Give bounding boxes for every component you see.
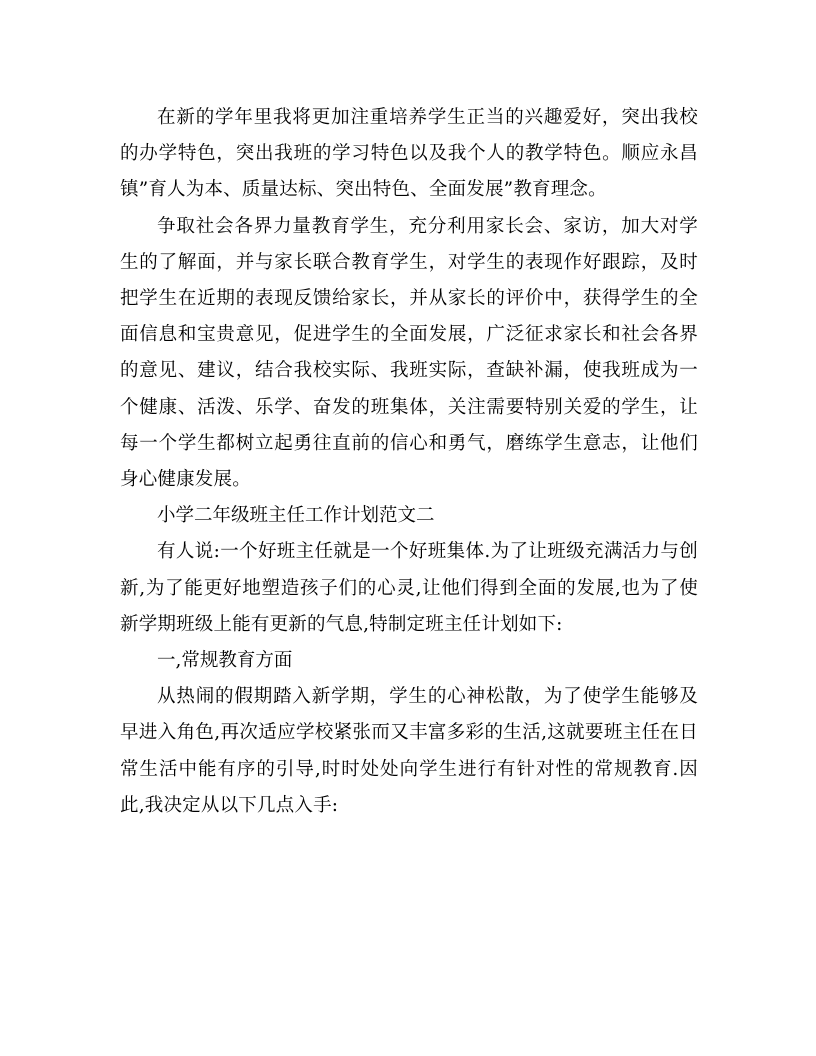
paragraph-interests: 在新的学年里我将更加注重培养学生正当的兴趣爱好，突出我校的办学特色，突出我班的学习特色以及我个人的教学特色。顺应永昌镇”育人为本、质量达标、突出特色、全面发展”教育理念。 <box>120 107 698 201</box>
paragraph-new-semester: 从热闹的假期踏入新学期，学生的心神松散，为了使学生能够及早进入角色,再次适应学校紧张而又丰富多彩的生活,这就要班主任在日常生活中能有序的引导,时时处处向学生进行有针对性的常规教育.因此,我决定从以下几点入手: <box>120 686 698 816</box>
document-page <box>120 100 698 824</box>
section-heading-routine-education: 一,常规教育方面 <box>157 650 293 672</box>
paragraph-society-education: 争取社会各界力量教育学生，充分利用家长会、家访，加大对学生的了解面，并与家长联合教育学生，对学生的表现作好跟踪，及时把学生在近期的表现反馈给家长，并从家长的评价中，获得学生的全面信息和宝贵意见，促进学生的全面发展，广泛征求家长和社会各界的意见、建议，结合我校实际、我班实际，查缺补漏，使我班成为一个健康、活泼、乐学、奋发的班集体，关注需要特别关爱的学生，让每一个学生都树立起勇往直前的信心和勇气，磨练学生意志，让他们身心健康发展。 <box>120 215 698 491</box>
section-title-sample-two: 小学二年级班主任工作计划范文二 <box>157 505 435 527</box>
paragraph-intro: 有人说:一个好班主任就是一个好班集体.为了让班级充满活力与创新,为了能更好地塑造孩子们的心灵,让他们得到全面的发展,也为了使新学期班级上能有更新的气息,特制定班主任计划如下: <box>120 541 698 635</box>
